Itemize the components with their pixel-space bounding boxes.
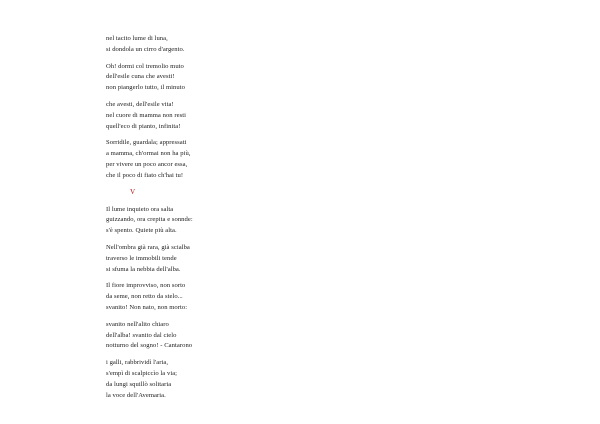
poem-line: non piangerlo tutto, il minuto (106, 84, 185, 92)
stanza (106, 205, 306, 237)
stanza (106, 358, 306, 401)
poem-line: i galli, rabbrividì l'aria, (106, 359, 169, 367)
poem-line: dell'alba! svanito dal cielo (106, 331, 177, 339)
poem-line: da seme, non retto da stelo... (106, 293, 183, 301)
poem-line: guizzando, ora crepita e sonnde: (106, 216, 193, 224)
poem-line: Il fiore improvviso, non sorto (106, 282, 186, 290)
poem-line: Nell'ombra già rara, già scialba (106, 243, 190, 251)
poem-line: svanito nell'alito chiaro (106, 320, 169, 328)
poem-line: per vivere un poco ancor essa, (106, 160, 188, 168)
poem-line: si sfuma la nebbia dell'alba. (106, 265, 181, 273)
poem-line: Oh! dormi col tremolio muto (106, 62, 184, 70)
poem-line: notturno del sogno! - Cantarono (106, 342, 193, 350)
poem-line: Sorridile, guardala; appressati (106, 139, 187, 147)
poem-line: da lungi squillò solitaria (106, 380, 172, 388)
poem-line: Il lume inquieto ora salta (106, 205, 174, 213)
poem-line: che avesti, dell'esile vita! (106, 100, 174, 108)
poem-line: svanito! Non nato, non morto: (106, 303, 188, 311)
stanza (106, 281, 306, 313)
poem-line: traverso le immobili tende (106, 254, 177, 262)
poem-line: nel tacito lume di luna, (106, 35, 168, 42)
poem-line: si dondola un cirro d'argento. (106, 45, 185, 53)
poem-line: che il poco di fiato ch'hai tu! (106, 171, 184, 179)
poem-line: a mamma, ch'ormai non ha più, (106, 150, 191, 158)
poem-line: nel cuore di mamma non resti (106, 111, 186, 119)
stanza (106, 62, 306, 94)
poem-line: dell'esile cuna che avesti! (106, 73, 175, 81)
section-number: V (130, 187, 136, 196)
stanza (106, 34, 306, 56)
stanza (106, 320, 306, 352)
stanza (106, 243, 306, 275)
poem-line: la voce dell'Avemaria. (106, 391, 166, 399)
poem-line: quell'eco di pianto, infinita! (106, 122, 181, 130)
poem-line: s'empì di scalpiccìo la via; (106, 369, 178, 377)
stanza (106, 138, 306, 181)
stanza (106, 100, 306, 132)
poem-page (106, 34, 306, 407)
poem-line: s'è spento. Quiete più alta. (106, 227, 177, 235)
